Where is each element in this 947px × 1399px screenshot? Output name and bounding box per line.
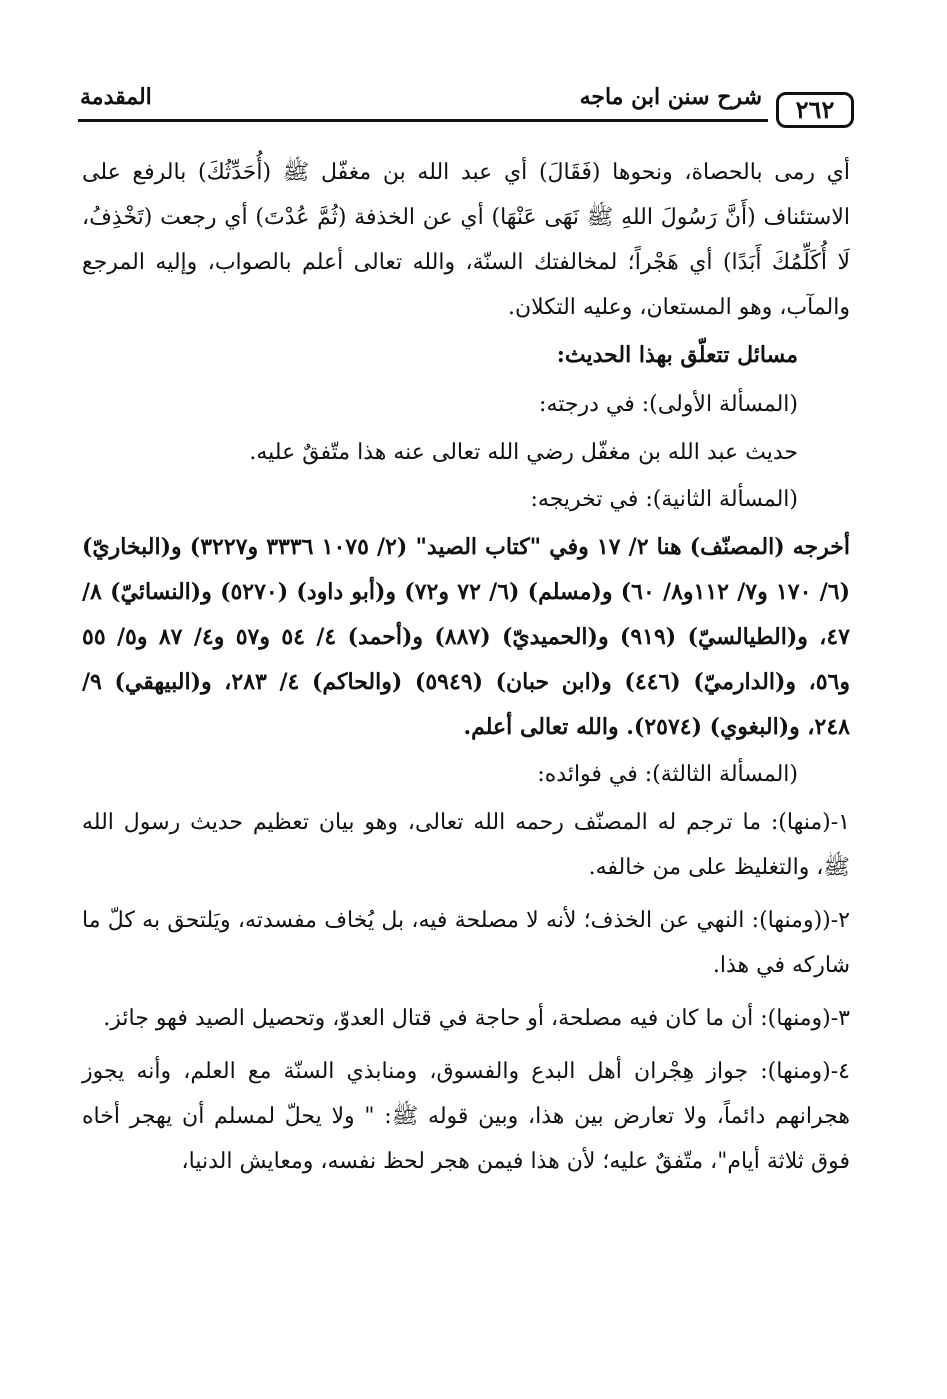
- issue-1-text: حديث عبد الله بن مغفّل رضي الله تعالى عنه هذا متّفقٌ عليه.: [249, 440, 798, 465]
- running-header: [78, 74, 854, 130]
- issue-3-heading: (المسألة الثالثة): في فوائده:: [537, 762, 798, 787]
- benefit-3: ٣-(ومنها): أن ما كان فيه مصلحة، أو حاجة في قتال العدوّ، وتحصيل الصيد فهو جائز.: [103, 1006, 850, 1031]
- benefit-2: ٢-((ومنها): النهي عن الخذف؛ لأنه لا مصلحة فيه، بل يُخاف مفسدته، ويَلتحق به كلّ ما شاركه في هذا.: [82, 908, 850, 978]
- book-title: شرح سنن ابن ماجه: [579, 84, 762, 110]
- header-rule: [78, 119, 768, 122]
- issue-2-heading: (المسألة الثانية): في تخريجه:: [530, 487, 798, 512]
- section-title: المقدمة: [80, 84, 152, 110]
- benefit-1: ١-(منها): ما ترجم له المصنّف رحمه الله تعالى، وهو بيان تعظيم حديث رسول الله ﷺ، والتغليظ على من خالفه.: [82, 810, 850, 880]
- paragraph-intro: أي رمى بالحصاة، ونحوها (فَقَالَ) أي عبد الله بن مغفّل ﷺ (أُحَدِّثُكَ) بالرفع على الاستئناف (أَنَّ رَسُولَ اللهِ ﷺ نَهَى عَنْهَا) أي عن الخذفة (ثُمَّ عُدْتَ) أي رجعت (تَخْذِفُ، لَا أُكَلِّمُكَ أَبَدًا) أي هَجْراً؛ لمخالفتك السنّة، والله تعالى أعلم بالصواب، وإليه المرجع والمآب، وهو المستعان، وعليه التكلان.: [82, 160, 850, 320]
- takhrij-text: أخرجه (المصنّف) هنا ٢/ ١٧ وفي "كتاب الصيد" (٢/ ١٠٧٥ ٣٣٣٦ و٣٢٢٧) و(البخاريّ) (٦/ ١٧٠ و٧/ ١١٢و٨/ ٦٠) و(مسلم) (٦/ ٧٢ و٧٢) و(أبو داود) (٥٢٧٠) و(النسائيّ) ٨/ ٤٧، و(الطيالسيّ) (٩١٩) و(الحميديّ) (٨٨٧) و(أحمد) ٤/ ٥٤ و٥٧ و٤/ ٨٧ و٥/ ٥٥ و٥٦، و(الدارميّ) (٤٤٦) و(ابن حبان) (٥٩٤٩) (والحاكم) ٤/ ٢٨٣، و(البيهقي) ٩/ ٢٤٨، و(البغوي) (٢٥٧٤). والله تعالى أعلم.: [82, 534, 850, 740]
- benefit-4: ٤-(ومنها): جواز هِجْران أهل البدع والفسوق، ومنابذي السنّة مع العلم، وأنه يجوز هجرانهم دائماً، ولا تعارض بين هذا، وبين قوله ﷺ: " ولا يحلّ لمسلم أن يهجر أخاه فوق ثلاثة أيام"، متّفقٌ عليه؛ لأن هذا فيمن هجر لحظ نفسه، ومعايش الدنيا،: [82, 1059, 850, 1174]
- page-body: [82, 150, 850, 1184]
- issue-1-heading: (المسألة الأولى): في درجته:: [539, 392, 798, 417]
- section-heading: مسائل تتعلّق بهذا الحديث:: [556, 342, 798, 368]
- page-number: ٢٦٢: [776, 92, 854, 128]
